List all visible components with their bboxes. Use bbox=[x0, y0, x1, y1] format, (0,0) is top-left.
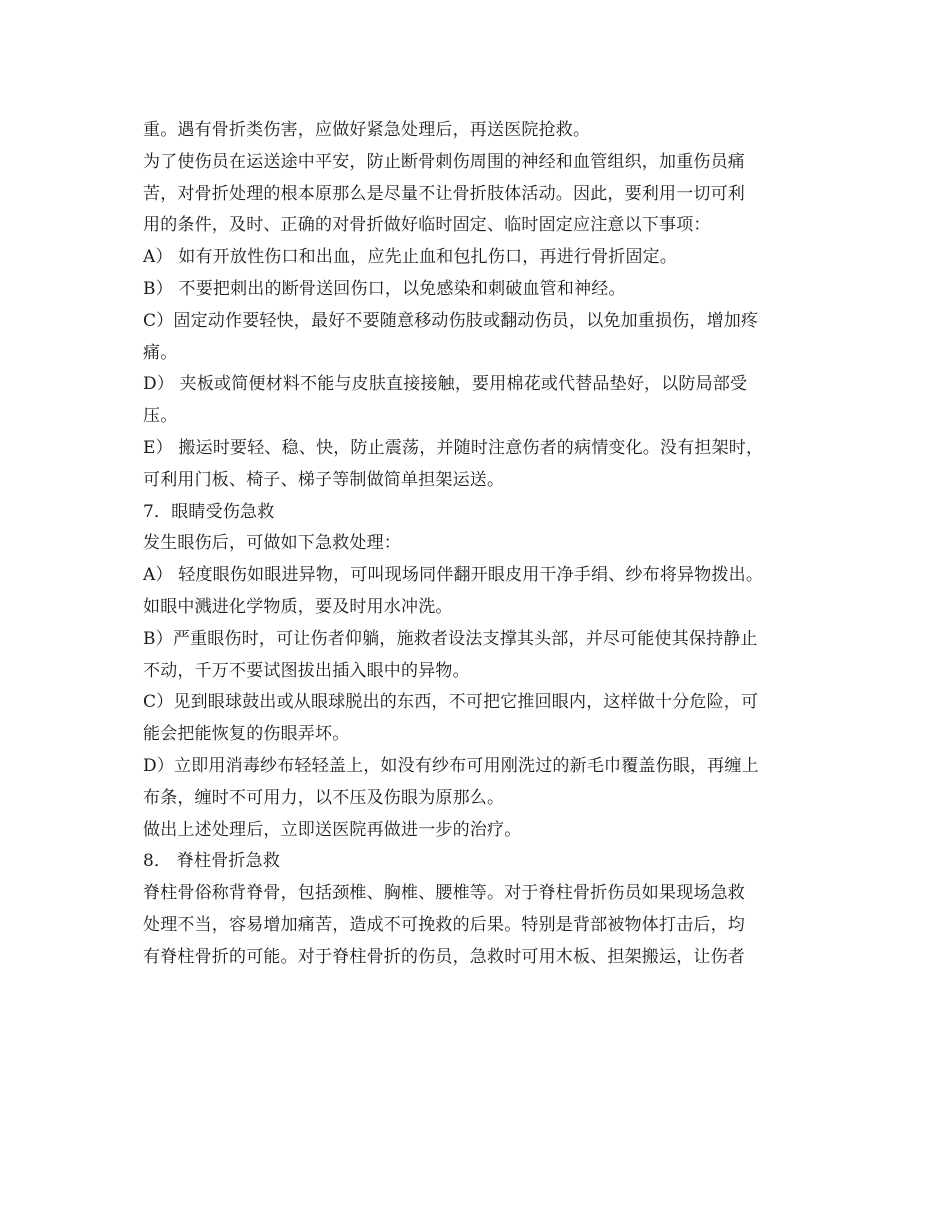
text-line: 脊柱骨俗称背脊骨，包括颈椎、胸椎、腰椎等。对于脊柱骨折伤员如果现场急救 bbox=[143, 883, 745, 904]
text-line: C）固定动作要轻快，最好不要随意移动伤肢或翻动伤员，以免加重损伤，增加疼 bbox=[143, 310, 759, 331]
text-line: 用的条件，及时、正确的对骨折做好临时固定、临时固定应注意以下事项： bbox=[143, 215, 711, 236]
text-line: A） 轻度眼伤如眼进异物，可叫现场同伴翻开眼皮用干净手绢、纱布将异物拨出。 bbox=[143, 565, 764, 586]
text-line: E） 搬运时要轻、稳、快，防止震荡，并随时注意伤者的病情变化。没有担架时， bbox=[143, 437, 764, 458]
text-line: 发生眼伤后，可做如下急救处理： bbox=[143, 533, 401, 554]
text-line: 痛。 bbox=[143, 342, 178, 363]
text-line: D） 夹板或简便材料不能与皮肤直接接触，要用棉花或代替品垫好，以防局部受 bbox=[143, 374, 748, 395]
document-body bbox=[143, 115, 813, 974]
text-line: A） 如有开放性伤口和出血，应先止血和包扎伤口，再进行骨折固定。 bbox=[143, 247, 678, 268]
text-line: 有脊柱骨折的可能。对于脊柱骨折的伤员，急救时可用木板、担架搬运，让伤者 bbox=[143, 946, 745, 967]
text-line: 如眼中溅进化学物质，要及时用水冲洗。 bbox=[143, 596, 453, 617]
section-heading: 8． 脊柱骨折急救 bbox=[143, 851, 281, 872]
text-line: D）立即用消毒纱布轻轻盖上，如没有纱布可用刚洗过的新毛巾覆盖伤眼，再缠上 bbox=[143, 755, 759, 776]
text-line: 苦，对骨折处理的根本原那么是尽量不让骨折肢体活动。因此，要利用一切可利 bbox=[143, 183, 745, 204]
text-line: 做出上述处理后，立即送医院再做进一步的治疗。 bbox=[143, 819, 522, 840]
text-line: 布条，缠时不可用力，以不压及伤眼为原那么。 bbox=[143, 787, 505, 808]
text-line: C）见到眼球鼓出或从眼球脱出的东西，不可把它推回眼内，这样做十分危险，可 bbox=[143, 692, 759, 713]
text-line: 不动，千万不要试图拔出插入眼中的异物。 bbox=[143, 660, 470, 681]
text-line: 可利用门板、椅子、梯子等制做简单担架运送。 bbox=[143, 469, 505, 490]
text-line: 能会把能恢复的伤眼弄坏。 bbox=[143, 724, 350, 745]
text-line: B）严重眼伤时，可让伤者仰躺，施救者设法支撑其头部，并尽可能使其保持静止 bbox=[143, 628, 758, 649]
text-line: B） 不要把刺出的断骨送回伤口，以免感染和刺破血管和神经。 bbox=[143, 278, 626, 299]
text-line: 压。 bbox=[143, 406, 178, 427]
section-heading: 7．眼睛受伤急救 bbox=[143, 501, 275, 522]
text-line: 为了使伤员在运送途中平安，防止断骨刺伤周围的神经和血管组织，加重伤员痛 bbox=[143, 151, 745, 172]
text-line: 处理不当，容易增加痛苦，造成不可挽救的后果。特别是背部被物体打击后，均 bbox=[143, 914, 745, 935]
text-line: 重。遇有骨折类伤害，应做好紧急处理后，再送医院抢救。 bbox=[143, 120, 591, 140]
